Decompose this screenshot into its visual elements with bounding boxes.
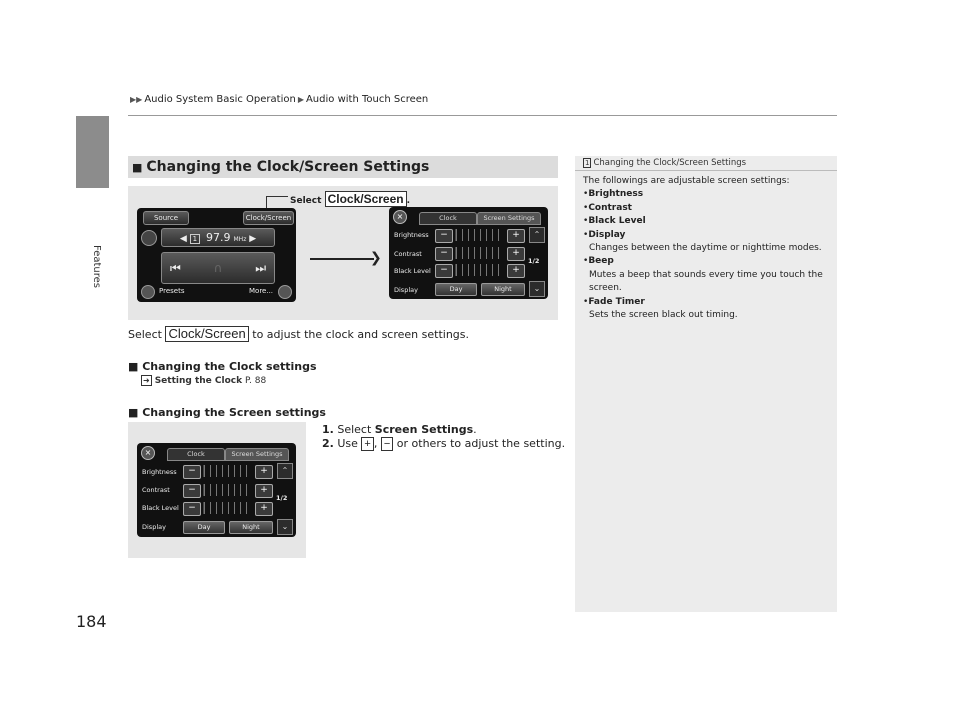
note-body [583, 175, 831, 322]
seek-left-icon[interactable]: ◀ [179, 234, 187, 244]
flow-arrow-shaft [310, 258, 374, 260]
next-track-icon[interactable]: ⏭ [255, 261, 266, 275]
xref-page[interactable]: P. 88 [244, 376, 267, 386]
note-item-desc: Changes between the daytime or nighttime modes. [589, 243, 822, 254]
row-label-brightness: Brightness [394, 231, 429, 239]
note-item [583, 215, 831, 228]
step-text: Select [337, 423, 372, 436]
step-number: 2. [322, 437, 334, 450]
contrast-minus-button[interactable]: − [183, 484, 201, 498]
chapter-tab [76, 116, 109, 188]
note-title-text: Changing the Clock/Screen Settings [593, 158, 747, 168]
step-comma: , [373, 437, 378, 450]
audio-screen [137, 208, 296, 302]
intro-text [128, 326, 469, 342]
figure-top [128, 186, 558, 320]
track-controls [161, 252, 275, 284]
breadcrumb-item: Audio with Touch Screen [305, 94, 429, 105]
night-button[interactable]: Night [481, 283, 525, 296]
seek-right-icon[interactable]: ▶ [249, 234, 257, 244]
breadcrumb-item: Audio System Basic Operation [144, 94, 296, 105]
row-label-contrast: Contrast [142, 486, 170, 494]
frequency: 97.9 [206, 231, 231, 244]
preset-number: 1 [190, 234, 200, 244]
close-icon[interactable]: × [393, 210, 407, 224]
brightness-slider[interactable] [203, 465, 252, 477]
breadcrumb-arrow-icon: ▶ [297, 95, 304, 104]
callout-suffix: . [406, 196, 411, 206]
note-intro: The followings are adjustable screen settings: [583, 176, 790, 186]
note-item-label: Brightness [588, 189, 644, 200]
row-label-contrast: Contrast [394, 250, 422, 258]
callout-prefix: Select [290, 196, 322, 206]
row-label-brightness: Brightness [142, 468, 177, 476]
square-bullet-icon: ■ [128, 360, 143, 373]
contrast-slider[interactable] [455, 247, 504, 259]
left-knob-icon[interactable] [141, 285, 155, 299]
black-level-plus-button[interactable]: + [507, 264, 525, 278]
flow-arrow-icon: ❯ [370, 250, 382, 266]
page-number: 184 [76, 612, 107, 631]
figure-bottom [128, 422, 306, 558]
breadcrumb-arrow-icon: ▶▶ [130, 95, 143, 104]
note-item [583, 202, 831, 215]
brightness-minus-button[interactable]: − [435, 229, 453, 243]
note-item-label: Display [588, 229, 626, 240]
page-indicator: 1/2 [528, 257, 540, 265]
tab-clock[interactable]: Clock [419, 212, 477, 225]
row-label-display: Display [142, 523, 166, 531]
note-ref-icon: 1 [585, 159, 590, 167]
bullet-icon: • [583, 256, 589, 267]
section-heading [128, 156, 558, 178]
screen-heading-text: Changing the Screen settings [142, 406, 326, 419]
tab-clock[interactable]: Clock [167, 448, 225, 461]
brightness-slider[interactable] [455, 229, 504, 241]
note-list [583, 188, 831, 322]
presets-label[interactable]: Presets [159, 287, 185, 295]
frequency-unit: MHz [233, 236, 247, 243]
night-button[interactable]: Night [229, 521, 273, 534]
brightness-plus-button[interactable]: + [507, 229, 525, 243]
note-item [583, 296, 831, 323]
page-down-icon[interactable]: ⌄ [529, 281, 545, 297]
clock-xref[interactable] [141, 376, 266, 386]
callout-key: Clock/Screen [325, 191, 407, 207]
contrast-minus-button[interactable]: − [435, 247, 453, 261]
note-item-label: Black Level [588, 216, 646, 227]
bullet-icon: • [583, 189, 589, 200]
signal-icon: ∩ [213, 261, 223, 275]
breadcrumb [128, 94, 428, 105]
black-level-slider[interactable] [455, 264, 504, 276]
previous-track-icon[interactable]: ⏮ [170, 261, 181, 275]
step-number: 1. [322, 423, 334, 436]
bullet-icon: • [583, 216, 589, 227]
tab-screen-settings[interactable]: Screen Settings [225, 448, 289, 461]
plus-key: + [361, 437, 373, 451]
note-item-label: Beep [588, 256, 614, 267]
note-item-label: Fade Timer [588, 296, 645, 307]
contrast-slider[interactable] [203, 484, 252, 496]
contrast-plus-button[interactable]: + [507, 247, 525, 261]
section-title: Changing the Clock/Screen Settings [146, 159, 430, 175]
square-bullet-icon: ■ [128, 406, 143, 419]
row-label-black-level: Black Level [142, 504, 179, 512]
screen-settings-heading [128, 406, 326, 419]
page-up-icon[interactable]: ⌃ [277, 463, 293, 479]
clock-heading-text: Changing the Clock settings [142, 360, 317, 373]
note-item-label: Contrast [588, 202, 632, 213]
clock-settings-heading [128, 360, 317, 373]
note-item-desc: Sets the screen black out timing. [589, 310, 738, 321]
intro-prefix: Select [128, 328, 162, 341]
note-divider [575, 170, 837, 171]
more-label[interactable]: More... [249, 287, 274, 295]
note-title [583, 158, 746, 168]
intro-suffix: to adjust the clock and screen settings. [252, 328, 469, 341]
right-knob-icon[interactable] [278, 285, 292, 299]
clock-screen-key: Clock/Screen [165, 326, 248, 342]
note-item-desc: Mutes a beep that sounds every time you touch the screen. [589, 269, 823, 294]
settings-screen-bottom [137, 443, 296, 537]
day-button[interactable]: Day [435, 283, 477, 296]
brightness-plus-button[interactable]: + [255, 465, 273, 479]
row-label-display: Display [394, 286, 418, 294]
brightness-minus-button[interactable]: − [183, 465, 201, 479]
contrast-plus-button[interactable]: + [255, 484, 273, 498]
clock-screen-button[interactable]: Clock/Screen [243, 211, 294, 225]
callout-line [266, 196, 288, 197]
row-label-black-level: Black Level [394, 267, 431, 275]
minus-key: − [381, 437, 393, 451]
step-target: Screen Settings [374, 423, 474, 436]
close-icon[interactable]: × [141, 446, 155, 460]
step-1 [322, 423, 477, 436]
square-bullet-icon: ■ [132, 161, 143, 174]
xref-arrow-icon: ➜ [143, 376, 150, 385]
tab-screen-settings[interactable]: Screen Settings [477, 212, 541, 225]
page-down-icon[interactable]: ⌄ [277, 519, 293, 535]
black-level-minus-button[interactable]: − [183, 502, 201, 516]
page-indicator: 1/2 [276, 494, 288, 502]
day-button[interactable]: Day [183, 521, 225, 534]
black-level-slider[interactable] [203, 502, 252, 514]
source-button[interactable]: Source [143, 211, 189, 225]
step-2 [322, 437, 565, 451]
note-item [583, 188, 831, 201]
step-text: or others to adjust the setting. [396, 437, 566, 450]
black-level-minus-button[interactable]: − [435, 264, 453, 278]
step-text: Use [337, 437, 358, 450]
black-level-plus-button[interactable]: + [255, 502, 273, 516]
station-display [161, 228, 275, 247]
note-item [583, 229, 831, 256]
tune-knob-icon[interactable] [141, 230, 157, 246]
bullet-icon: • [583, 296, 589, 307]
xref-label[interactable]: Setting the Clock [154, 376, 243, 386]
bullet-icon: • [583, 202, 589, 213]
bullet-icon: • [583, 229, 589, 240]
figure-callout [290, 191, 410, 207]
header-divider [128, 115, 837, 116]
step-end: . [473, 423, 477, 436]
settings-screen-top [389, 207, 548, 299]
chapter-label: Features [91, 245, 102, 288]
note-item [583, 255, 831, 295]
page-up-icon[interactable]: ⌃ [529, 227, 545, 243]
